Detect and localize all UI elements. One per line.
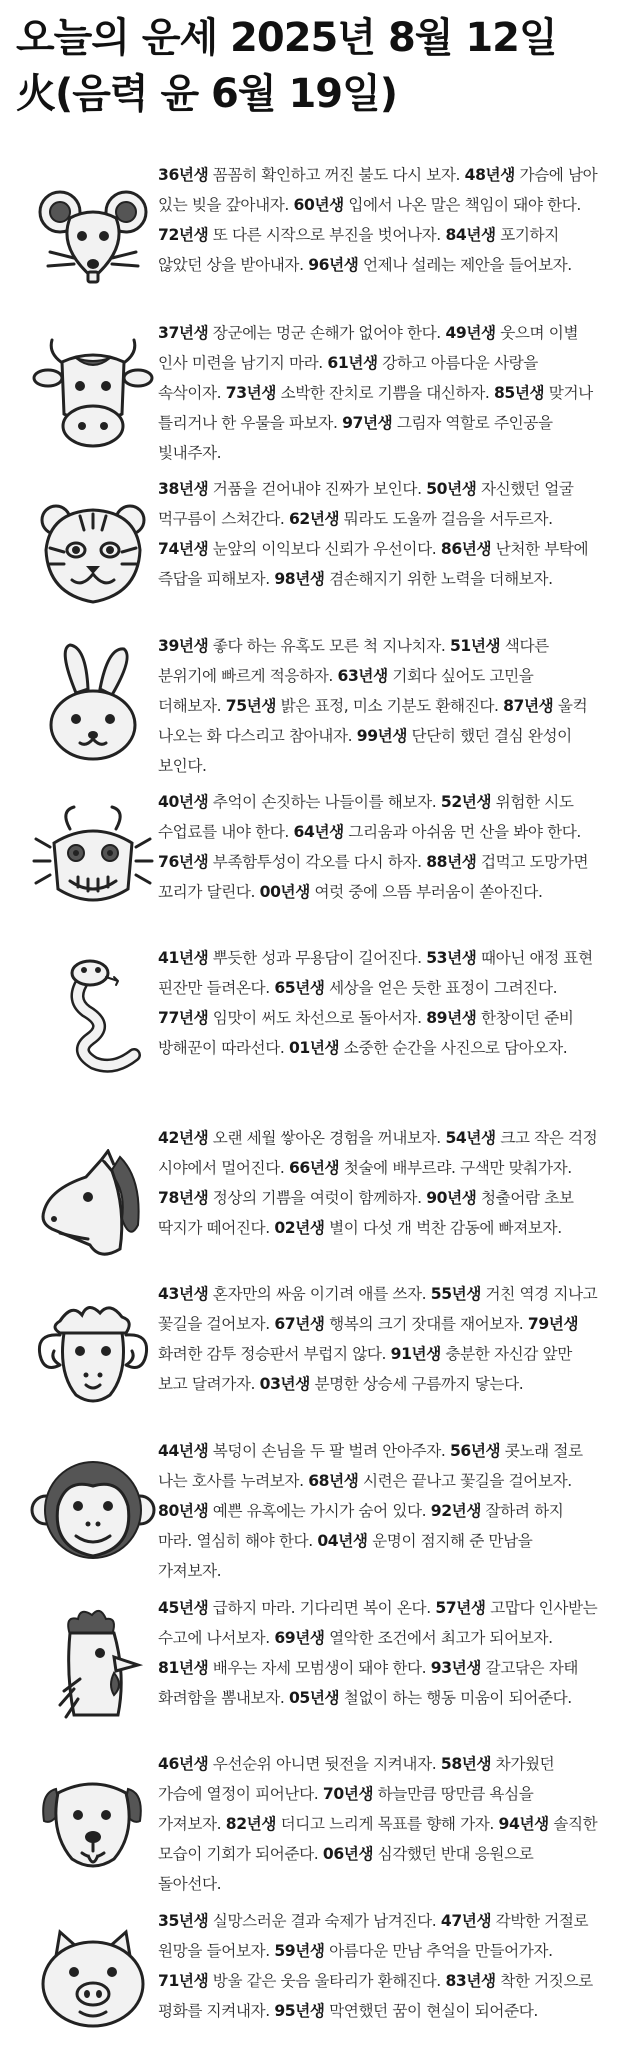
birth-year-label: 38년생 (158, 480, 209, 498)
fortune-text: 38년생 거품을 걷어내야 진짜가 보인다. 50년생 자신했던 얼굴 먹구름이 스쳐간다. 62년생 뭐라도 도울까 걸음을 서두르자. 74년생 눈앞의 이익보다 신뢰가 우선이다. 86년생 난처한 부탁에 즉답을 피해보자. 98년생 겸손해지기 위한 노력을 더해보자. (158, 480, 589, 588)
birth-year-label: 65년생 (274, 979, 325, 997)
birth-year-label: 84년생 (445, 226, 496, 244)
birth-year-label: 83년생 (445, 1972, 496, 1990)
fortune-text: 45년생 급하지 마라. 기다리면 복이 온다. 57년생 고맙다 인사받는 수고에 나서보자. 69년생 열악한 조건에서 최고가 되어보자. 81년생 배우는 자세 모범생이 돼야 한다. 93년생 갈고닦은 자태 화려함을 뽐내보자. 05년생 철없이 하는 행동 미움이 되어준다. (158, 1599, 598, 1707)
birth-year-label: 71년생 (158, 1972, 209, 1990)
birth-year-label: 39년생 (158, 637, 209, 655)
birth-year-label: 79년생 (527, 1315, 579, 1333)
birth-year-label: 37년생 (158, 324, 209, 342)
birth-year-label: 67년생 (274, 1315, 325, 1333)
birth-year-label: 58년생 (440, 1755, 492, 1773)
birth-year-label: 86년생 (440, 540, 492, 558)
rabbit-icon (30, 643, 156, 763)
title-line-1: 오늘의 운세 2025년 8월 12일 (16, 15, 557, 61)
birth-year-label: 97년생 (342, 414, 393, 432)
birth-year-label: 48년생 (464, 166, 515, 184)
birth-year-label: 74년생 (158, 540, 209, 558)
birth-year-label: 77년생 (158, 1009, 209, 1027)
tiger-icon (30, 494, 156, 614)
fortune-text: 40년생 추억이 손짓하는 나들이를 해보자. 52년생 위험한 시도 수업료를 내야 한다. 64년생 그리움과 아쉬움 먼 산을 봐야 한다. 76년생 부족함투성이 각오를 다시 하자. 88년생 겁먹고 도망가면 꼬리가 달린다. 00년생 여럿 중에 으뜸 부러움이 쏟아진다. (158, 793, 589, 901)
rooster-icon (30, 1605, 156, 1725)
birth-year-label: 04년생 (317, 1532, 368, 1550)
birth-year-label: 57년생 (435, 1599, 486, 1617)
birth-year-label: 40년생 (158, 793, 209, 811)
birth-year-label: 94년생 (498, 1815, 549, 1833)
birth-year-label: 68년생 (308, 1472, 359, 1490)
birth-year-label: 88년생 (426, 853, 477, 871)
fortune-text: 41년생 뿌듯한 성과 무용담이 길어진다. 53년생 때아닌 애정 표현 핀잔만 들려온다. 65년생 세상을 얻은 듯한 표정이 그려진다. 77년생 임맛이 써도 차선으로 돌아서자. 89년생 한창이던 준비 방해꾼이 따라선다. 01년생 소중한 순간을 사진으로 담아오자. (158, 949, 593, 1057)
mouse-icon (30, 178, 156, 298)
birth-year-label: 95년생 (274, 2002, 325, 2020)
fortune-text: 43년생 혼자만의 싸움 이기려 애를 쓰자. 55년생 거친 역경 지나고 꽃길을 걸어보자. 67년생 행복의 크기 잣대를 재어보자. 79년생 화려한 감투 정승판서 부럽지 않다. 91년생 충분한 자신감 앞만 보고 달려가자. 03년생 분명한 상승세 구름까지 닿는다. (158, 1285, 598, 1393)
birth-year-label: 45년생 (158, 1599, 209, 1617)
birth-year-label: 80년생 (158, 1502, 209, 1520)
birth-year-label: 36년생 (158, 166, 209, 184)
birth-year-label: 42년생 (158, 1129, 209, 1147)
birth-year-label: 87년생 (503, 697, 554, 715)
fortune-text: 46년생 우선순위 아니면 뒷전을 지켜내자. 58년생 차가웠던 가슴에 열정이 피어난다. 70년생 하늘만큼 땅만큼 욕심을 가져보자. 82년생 더디고 느리게 목표를 향해 가자. 94년생 솔직한 모습이 기회가 되어준다. 06년생 심각했던 반대 응원으로 돌아선다. (158, 1755, 598, 1893)
birth-year-label: 47년생 (440, 1912, 492, 1930)
fortune-text: 35년생 실망스러운 결과 숙제가 남겨진다. 47년생 각박한 거절로 원망을 들어보자. 59년생 아름다운 만남 추억을 만들어가자. 71년생 방울 같은 웃음 울타리가 환해진다. 83년생 착한 거짓으로 평화를 지켜내자. 95년생 막연했던 꿈이 현실이 되어준다. (158, 1912, 593, 2020)
birth-year-label: 01년생 (288, 1039, 340, 1057)
birth-year-label: 89년생 (426, 1009, 477, 1027)
birth-year-label: 90년생 (426, 1189, 477, 1207)
snake-icon (30, 955, 156, 1075)
birth-year-label: 69년생 (274, 1629, 325, 1647)
pig-icon (30, 1924, 156, 2044)
birth-year-label: 76년생 (158, 853, 209, 871)
dog-icon (30, 1763, 156, 1883)
birth-year-label: 62년생 (288, 510, 340, 528)
birth-year-label: 52년생 (440, 793, 492, 811)
birth-year-label: 50년생 (426, 480, 477, 498)
fortune-text: 36년생 꼼꼼히 확인하고 꺼진 불도 다시 보자. 48년생 가슴에 남아 있는 빚을 갚아내자. 60년생 입에서 나온 말은 책임이 돼야 한다. 72년생 또 다른 시작으로 부진을 벗어나자. 84년생 포기하지 않았던 상을 받아내자. 96년생 언제나 설레는 제안을 들어보자. (158, 166, 598, 274)
birth-year-label: 35년생 (158, 1912, 209, 1930)
birth-year-label: 66년생 (288, 1159, 340, 1177)
birth-year-label: 56년생 (449, 1442, 501, 1460)
birth-year-label: 92년생 (430, 1502, 481, 1520)
birth-year-label: 99년생 (356, 727, 407, 745)
page-title (16, 10, 626, 122)
birth-year-label: 63년생 (337, 667, 388, 685)
title-line-2: 火(음력 윤 6월 19일) (16, 71, 398, 117)
fortune-text: 42년생 오랜 세월 쌓아온 경험을 꺼내보자. 54년생 크고 작은 걱정 시야에서 멀어진다. 66년생 첫술에 배부르랴. 구색만 맞춰가자. 78년생 정상의 기쁨을 여럿이 함께하자. 90년생 청출어람 초보 딱지가 떼어진다. 02년생 별이 다섯 개 벅찬 감동에 빠져보자. (158, 1129, 598, 1237)
birth-year-label: 02년생 (274, 1219, 325, 1237)
birth-year-label: 61년생 (327, 354, 378, 372)
birth-year-label: 05년생 (288, 1689, 340, 1707)
dragon-icon (30, 803, 156, 923)
birth-year-label: 85년생 (493, 384, 545, 402)
birth-year-label: 72년생 (158, 226, 209, 244)
birth-year-label: 82년생 (225, 1815, 277, 1833)
birth-year-label: 81년생 (158, 1659, 209, 1677)
fortune-text: 44년생 복덩이 손님을 두 팔 벌려 안아주자. 56년생 콧노래 절로 나는 호사를 누려보자. 68년생 시련은 끝나고 꽃길을 걸어보자. 80년생 예쁜 유혹에는 가시가 숨어 있다. 92년생 잘하려 하지 마라. 열심히 해야 한다. 04년생 운명이 점지해 준 만남을 가져보자. (158, 1442, 583, 1580)
birth-year-label: 43년생 (158, 1285, 209, 1303)
fortune-text: 37년생 장군에는 멍군 손해가 없어야 한다. 49년생 웃으며 이별 인사 미련을 남기지 마라. 61년생 강하고 아름다운 사랑을 속삭이자. 73년생 소박한 잔치로 기쁨을 대신하자. 85년생 맞거나 틀리거나 한 우물을 파보자. 97년생 그림자 역할로 주인공을 빛내주자. (158, 324, 593, 462)
birth-year-label: 46년생 (158, 1755, 209, 1773)
birth-year-label: 98년생 (274, 570, 325, 588)
birth-year-label: 64년생 (293, 823, 344, 841)
birth-year-label: 51년생 (449, 637, 501, 655)
horse-icon (30, 1149, 156, 1269)
birth-year-label: 70년생 (322, 1785, 374, 1803)
birth-year-label: 75년생 (225, 697, 277, 715)
birth-year-label: 00년생 (259, 883, 310, 901)
birth-year-label: 93년생 (430, 1659, 481, 1677)
birth-year-label: 59년생 (274, 1942, 325, 1960)
birth-year-label: 53년생 (426, 949, 477, 967)
birth-year-label: 73년생 (225, 384, 277, 402)
fortune-text: 39년생 좋다 하는 유혹도 모른 척 지나치자. 51년생 색다른 분위기에 빠르게 적응하자. 63년생 기회다 싶어도 고민을 더해보자. 75년생 밝은 표정, 미소 기분도 환해진다. 87년생 울컥 나오는 화 다스리고 참아내자. 99년생 단단히 했던 결심 완성이 보인다. (158, 637, 588, 775)
monkey-icon (30, 1452, 156, 1572)
birth-year-label: 78년생 (158, 1189, 209, 1207)
birth-year-label: 91년생 (390, 1345, 441, 1363)
birth-year-label: 03년생 (259, 1375, 310, 1393)
birth-year-label: 41년생 (158, 949, 209, 967)
birth-year-label: 49년생 (445, 324, 496, 342)
birth-year-label: 96년생 (308, 256, 359, 274)
ox-icon (30, 334, 156, 454)
birth-year-label: 54년생 (445, 1129, 496, 1147)
birth-year-label: 06년생 (322, 1845, 374, 1863)
birth-year-label: 44년생 (158, 1442, 209, 1460)
birth-year-label: 55년생 (430, 1285, 481, 1303)
sheep-icon (30, 1293, 156, 1413)
birth-year-label: 60년생 (293, 196, 344, 214)
